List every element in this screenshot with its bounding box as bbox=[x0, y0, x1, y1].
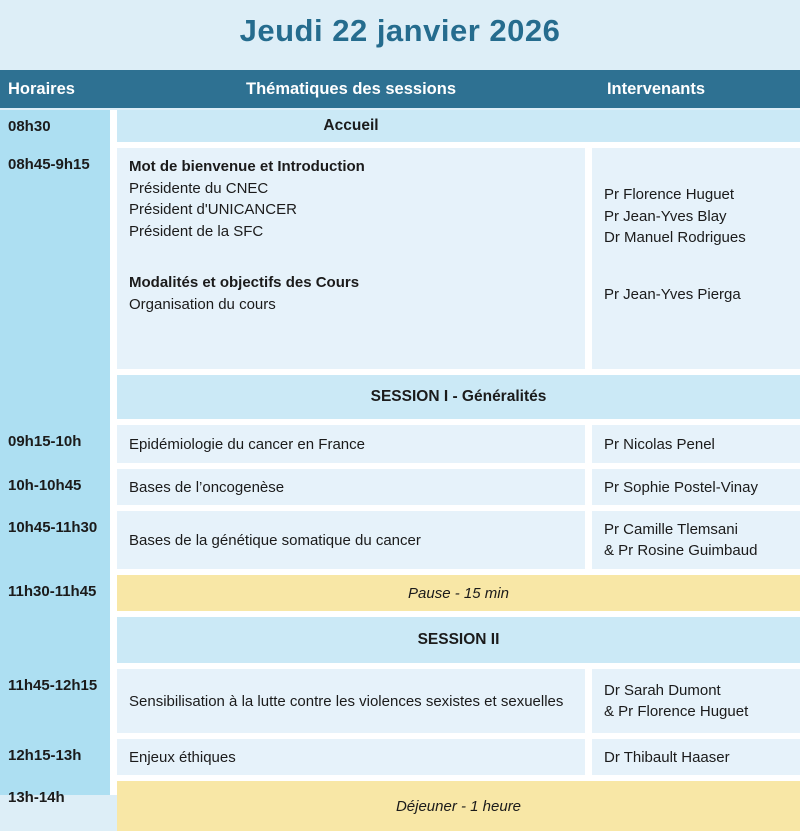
session1-band bbox=[117, 375, 800, 419]
theme-cell: Bases de l’oncogenèse bbox=[117, 469, 585, 505]
table-row-oncogenese bbox=[0, 469, 800, 505]
header-intervenants: Intervenants bbox=[606, 79, 706, 98]
theme-line: Président de la SFC bbox=[129, 222, 264, 240]
table-row-dejeuner bbox=[0, 781, 800, 831]
pause-label: Pause - 15 min bbox=[408, 584, 509, 602]
column-gap bbox=[585, 669, 592, 733]
time-cell: 13h-14h bbox=[8, 789, 65, 806]
theme-cell: Sensibilisation à la lutte contre les violences sexistes et sexuelles bbox=[117, 669, 585, 733]
speaker-line: Pr Nicolas Penel bbox=[604, 435, 715, 453]
table-body bbox=[0, 110, 800, 815]
time-cell: 10h45-11h30 bbox=[8, 519, 98, 536]
page-title: Jeudi 22 janvier 2026 bbox=[239, 13, 561, 48]
table-row-accueil bbox=[0, 110, 800, 142]
time-cell: 11h45-12h15 bbox=[8, 677, 98, 694]
column-gap bbox=[585, 739, 592, 775]
speakers-cell bbox=[592, 148, 800, 369]
theme-cell: Enjeux éthiques bbox=[117, 739, 585, 775]
speaker-line: & Pr Florence Huguet bbox=[604, 703, 749, 720]
theme-cell bbox=[117, 148, 585, 369]
speakers-cell bbox=[592, 511, 800, 569]
speaker-line: Dr Sarah Dumont bbox=[604, 682, 721, 699]
table-row-ethique bbox=[0, 739, 800, 775]
session2-band bbox=[117, 617, 800, 663]
theme-title: Mot de bienvenue et Introduction bbox=[129, 158, 365, 175]
dejeuner-band bbox=[117, 781, 800, 831]
accueil-label: Accueil bbox=[323, 117, 379, 134]
dejeuner-label: Déjeuner - 1 heure bbox=[395, 797, 522, 815]
table-row-session1 bbox=[0, 375, 800, 419]
speaker-line: Pr Sophie Postel-Vinay bbox=[604, 478, 758, 496]
speakers-cell bbox=[592, 739, 800, 775]
theme-cell: Epidémiologie du cancer en France bbox=[117, 425, 585, 463]
column-gap bbox=[585, 148, 592, 369]
time-cell: 12h15-13h bbox=[8, 747, 82, 764]
pause-band bbox=[117, 575, 800, 611]
column-gap bbox=[585, 511, 592, 569]
column-gap bbox=[585, 425, 592, 463]
speaker-line: Pr Jean-Yves Pierga bbox=[604, 285, 741, 303]
speakers-cell bbox=[592, 669, 800, 733]
theme-line: Présidente du CNEC bbox=[129, 179, 269, 197]
table-row-genetique bbox=[0, 511, 800, 569]
speakers-cell bbox=[592, 469, 800, 505]
time-cell bbox=[0, 375, 117, 383]
time-cell: 11h30-11h45 bbox=[8, 583, 97, 600]
speaker-line: & Pr Rosine Guimbaud bbox=[604, 542, 758, 559]
theme-cell: Bases de la génétique somatique du cancer bbox=[117, 511, 585, 569]
speaker-line: Pr Camille Tlemsani bbox=[604, 521, 738, 538]
time-cell: 08h30 bbox=[8, 118, 51, 135]
accueil-band bbox=[117, 110, 800, 142]
table-row-epidemiologie bbox=[0, 425, 800, 463]
speakers-cell bbox=[592, 425, 800, 463]
column-gap bbox=[585, 469, 592, 505]
header-horaires: Horaires bbox=[8, 79, 75, 98]
theme-line: Organisation du cours bbox=[129, 295, 276, 313]
speaker-line: Dr Thibault Haaser bbox=[604, 748, 730, 766]
time-cell: 10h-10h45 bbox=[8, 477, 82, 494]
speaker-line: Pr Jean-Yves Blay bbox=[604, 207, 727, 225]
theme-line: Président d'UNICANCER bbox=[129, 201, 297, 218]
session1-label: SESSION I - Généralités bbox=[370, 388, 547, 405]
time-cell bbox=[0, 617, 117, 625]
speaker-line: Pr Florence Huguet bbox=[604, 186, 735, 203]
time-cell: 09h15-10h bbox=[8, 433, 82, 450]
session2-label: SESSION II bbox=[417, 631, 500, 648]
table-row-session2 bbox=[0, 617, 800, 663]
table-row-welcome bbox=[0, 148, 800, 369]
header-thematiques: Thématiques des sessions bbox=[246, 79, 456, 98]
speaker-line: Dr Manuel Rodrigues bbox=[604, 229, 746, 246]
theme-title: Modalités et objectifs des Cours bbox=[129, 274, 360, 291]
table-row-violences bbox=[0, 669, 800, 733]
table-row-pause bbox=[0, 575, 800, 611]
time-cell: 08h45-9h15 bbox=[8, 156, 90, 173]
table-header bbox=[0, 70, 800, 108]
